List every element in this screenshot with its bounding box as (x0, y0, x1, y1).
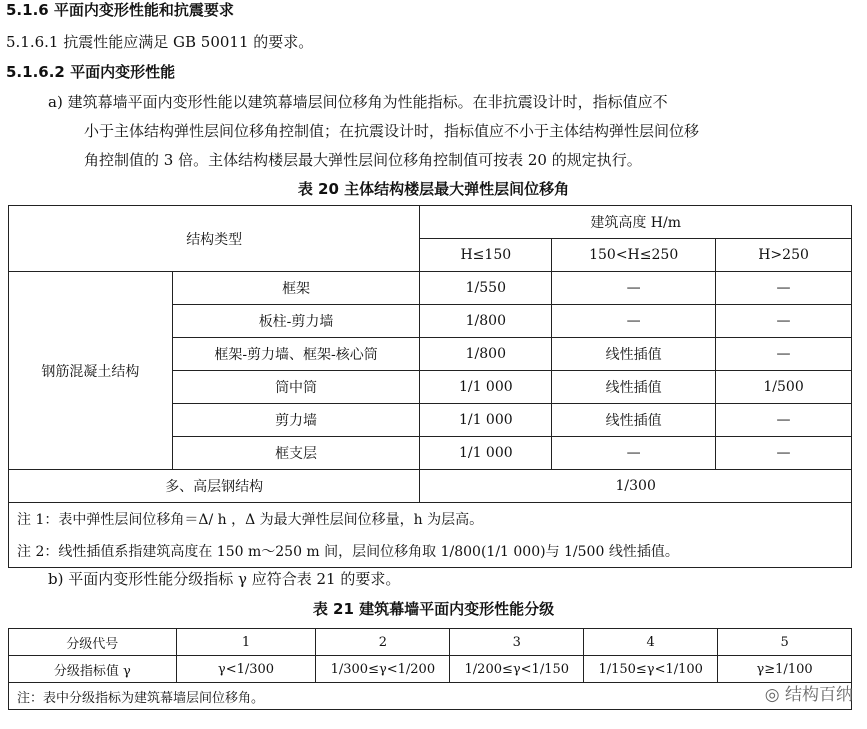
table21-code: 3 (450, 629, 584, 656)
table20-col-1: H≤150 (420, 239, 552, 272)
table20-cell: — (552, 272, 716, 305)
clause-5-1-6-1: 5.1.6.1 抗震性能应满足 GB 50011 的要求。 (6, 33, 314, 51)
table20-col-3: H>250 (716, 239, 852, 272)
watermark-text: 结构百纳 (785, 685, 853, 705)
table21 (8, 628, 852, 710)
table20-group-label: 钢筋混凝土结构 (9, 272, 173, 470)
table20-header-type: 结构类型 (9, 206, 420, 272)
table21-row1-label: 分级代号 (9, 629, 177, 656)
wechat-icon: ◎ (764, 685, 780, 705)
table20-cell: 线性插值 (552, 404, 716, 437)
table21-value: γ≥1/100 (718, 656, 852, 683)
table20-cell: — (716, 338, 852, 371)
table20-steel-value: 1/300 (420, 470, 852, 503)
table20-row-name: 筒中筒 (172, 371, 420, 404)
table20-col-2: 150<H≤250 (552, 239, 716, 272)
table21-code: 4 (584, 629, 718, 656)
table21-value: 1/300≤γ<1/200 (316, 656, 450, 683)
table21-value: 1/150≤γ<1/100 (584, 656, 718, 683)
para-b: b) 平面内变形性能分级指标 γ 应符合表 21 的要求。 (48, 570, 401, 588)
table21-caption: 表 21 建筑幕墙平面内变形性能分级 (312, 600, 555, 618)
table20-cell: 1/550 (420, 272, 552, 305)
clause-heading-5-1-6-2: 5.1.6.2 平面内变形性能 (6, 63, 176, 81)
table20-cell: 1/1 000 (420, 404, 552, 437)
table20-cell: — (716, 404, 852, 437)
table21-code: 2 (316, 629, 450, 656)
table20-cell: 1/1 000 (420, 437, 552, 470)
table20-cell: — (716, 437, 852, 470)
table21-row2-label: 分级指标值 γ (9, 656, 177, 683)
table20-cell: 线性插值 (552, 338, 716, 371)
para-a-line2: 小于主体结构弹性层间位移角控制值；在抗震设计时，指标值应不小于主体结构弹性层间位移 (84, 122, 700, 140)
table21-value: 1/200≤γ<1/150 (450, 656, 584, 683)
table20-row-name: 剪力墙 (172, 404, 420, 437)
table20-cell: 1/800 (420, 338, 552, 371)
table20-header-height: 建筑高度 H/m (420, 206, 852, 239)
table20-cell: 1/800 (420, 305, 552, 338)
table20 (8, 205, 852, 568)
table21-code: 5 (718, 629, 852, 656)
table20-cell: 线性插值 (552, 371, 716, 404)
table20-note2: 注 2：线性插值系指建筑高度在 150 m～250 m 间，层间位移角取 1/800(1/1 000)与 1/500 线性插值。 (9, 535, 852, 568)
table20-cell: — (552, 437, 716, 470)
table20-cell: 1/1 000 (420, 371, 552, 404)
watermark (765, 680, 853, 705)
table20-cell: — (716, 272, 852, 305)
para-a-line1: a) 建筑幕墙平面内变形性能以建筑幕墙层间位移角为性能指标。在非抗震设计时，指标值应不 (48, 93, 668, 111)
table20-cell: — (552, 305, 716, 338)
para-a-line3: 角控制值的 3 倍。主体结构楼层最大弹性层间位移角控制值可按表 20 的规定执行。 (84, 151, 642, 169)
table20-row-name: 框架 (172, 272, 420, 305)
table20-steel-name: 多、高层钢结构 (9, 470, 420, 503)
table20-row-name: 框架-剪力墙、框架-核心筒 (172, 338, 420, 371)
table21-note: 注：表中分级指标为建筑幕墙层间位移角。 (9, 683, 852, 710)
table20-note1: 注 1：表中弹性层间位移角＝Δ/ h ，Δ 为最大弹性层间位移量，h 为层高。 (9, 503, 852, 536)
table20-row-name: 板柱-剪力墙 (172, 305, 420, 338)
table21-value: γ<1/300 (176, 656, 316, 683)
section-heading-5-1-6: 5.1.6 平面内变形性能和抗震要求 (6, 1, 234, 19)
table20-cell: — (716, 305, 852, 338)
table20-row-name: 框支层 (172, 437, 420, 470)
table20-caption: 表 20 主体结构楼层最大弹性层间位移角 (297, 180, 570, 198)
table21-code: 1 (176, 629, 316, 656)
table20-cell: 1/500 (716, 371, 852, 404)
